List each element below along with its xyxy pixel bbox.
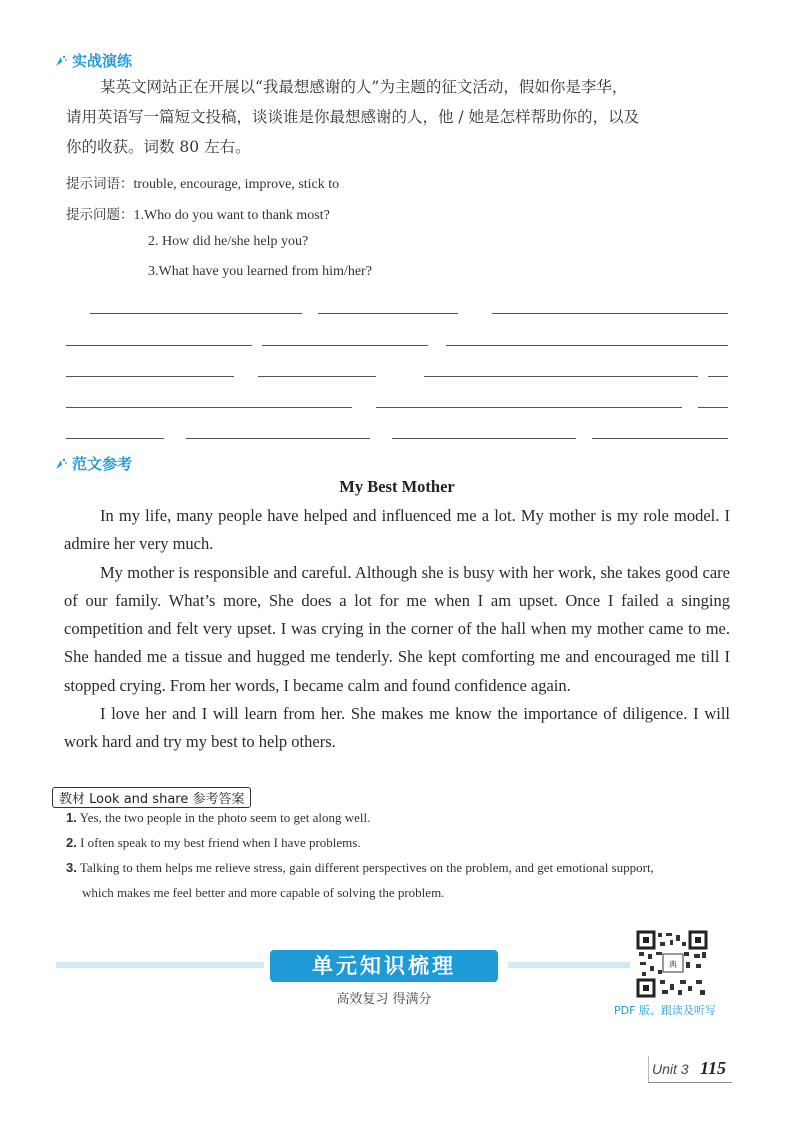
page-number: 115 bbox=[700, 1058, 727, 1078]
writing-line bbox=[592, 438, 728, 439]
unit-summary-banner: 单元知识梳理 bbox=[270, 950, 498, 982]
writing-line bbox=[262, 345, 428, 346]
writing-line bbox=[258, 376, 376, 377]
writing-line bbox=[66, 345, 252, 346]
writing-line bbox=[376, 407, 682, 408]
writing-line bbox=[424, 376, 698, 377]
answer-3-text-1: Talking to them helps me relieve stress, gain different perspectives on the problem, and get emotional support, bbox=[79, 860, 654, 875]
answer-3-cont: which makes me feel better and more capable of solving the problem. bbox=[82, 885, 445, 900]
answer-3 bbox=[66, 860, 654, 876]
unit-label: Unit 3 bbox=[652, 1061, 689, 1077]
hint-question-1 bbox=[66, 203, 330, 224]
answer-3-number: 3. bbox=[66, 860, 77, 875]
prompt-line-1: 某英文网站正在开展以“我最想感谢的人”为主题的征文活动，假如你是李华， bbox=[100, 78, 628, 96]
writing-line bbox=[66, 438, 164, 439]
writing-line bbox=[318, 313, 458, 314]
prompt-line-3: 你的收获。词数 80 左右。 bbox=[66, 138, 251, 156]
answer-2-number: 2. bbox=[66, 835, 77, 850]
writing-line bbox=[392, 438, 576, 439]
essay-title: My Best Mother bbox=[339, 477, 455, 496]
page-number-divider bbox=[648, 1056, 649, 1082]
hint-words bbox=[66, 172, 339, 193]
answer-1-number: 1. bbox=[66, 810, 77, 825]
svg-text:典: 典 bbox=[669, 960, 677, 969]
qr-code-icon bbox=[636, 930, 708, 998]
answer-1 bbox=[66, 810, 370, 826]
writing-line bbox=[698, 407, 728, 408]
writing-line bbox=[90, 313, 302, 314]
answer-2 bbox=[66, 835, 361, 851]
qr-code[interactable] bbox=[636, 930, 708, 998]
sample-heading bbox=[54, 453, 132, 474]
question-1: 1.Who do you want to thank most? bbox=[133, 208, 330, 223]
sample-heading-text: 范文参考 bbox=[72, 455, 133, 473]
prompt-line-2: 请用英语写一篇短文投稿，谈谈谁是你最想感谢的人，他 / 她是怎样帮助你的，以及 bbox=[66, 108, 640, 126]
essay-paragraph-1: In my life, many people have helped and influenced me a lot. My mother is my role model. I admire her very much. bbox=[64, 506, 730, 554]
question-3: 3.What have you learned from him/her? bbox=[148, 264, 372, 279]
practice-heading bbox=[54, 50, 132, 71]
page-number-rule bbox=[648, 1082, 732, 1083]
hint-words-text: trouble, encourage, improve, stick to bbox=[133, 177, 340, 192]
writing-line bbox=[446, 345, 728, 346]
hint-questions-label: 提示问题： bbox=[66, 207, 134, 223]
practice-heading-text: 实战演练 bbox=[72, 52, 133, 70]
sparkle-icon bbox=[54, 54, 68, 68]
hint-words-label: 提示词语： bbox=[66, 176, 134, 192]
answer-2-text: I often speak to my best friend when I have problems. bbox=[80, 835, 361, 850]
answers-tag: 教材 Look and share 参考答案 bbox=[52, 787, 251, 808]
writing-line bbox=[66, 407, 352, 408]
essay-body bbox=[64, 502, 730, 757]
banner-subtitle: 高效复习 得满分 bbox=[336, 992, 432, 1007]
answer-1-text: Yes, the two people in the photo seem to get along well. bbox=[79, 810, 371, 825]
sparkle-icon bbox=[54, 457, 68, 471]
writing-line bbox=[708, 376, 728, 377]
writing-line bbox=[186, 438, 370, 439]
banner-stripe-left bbox=[56, 962, 264, 968]
essay-paragraph-2: My mother is responsible and careful. Although she is busy with her work, she takes good care of our family. What’s more, She does a lot for me when I am upset. Once I failed a singing competition and felt very upset. I was crying in the corner of the hall when my mother came to me. She handed me a tissue and hugged me tenderly. She kept comforting me and encouraged me till I stopped crying. From her words, I became calm and found confidence again. bbox=[64, 562, 730, 695]
essay-paragraph-3: I love her and I will learn from her. She makes me know the importance of diligence. I will work hard and try my best to help others. bbox=[64, 704, 730, 752]
writing-line bbox=[66, 376, 234, 377]
writing-line bbox=[492, 313, 728, 314]
question-2: 2. How did he/she help you? bbox=[148, 234, 309, 249]
banner-stripe-right bbox=[508, 962, 630, 968]
qr-caption: PDF 版、跟读及听写 bbox=[614, 1004, 716, 1017]
